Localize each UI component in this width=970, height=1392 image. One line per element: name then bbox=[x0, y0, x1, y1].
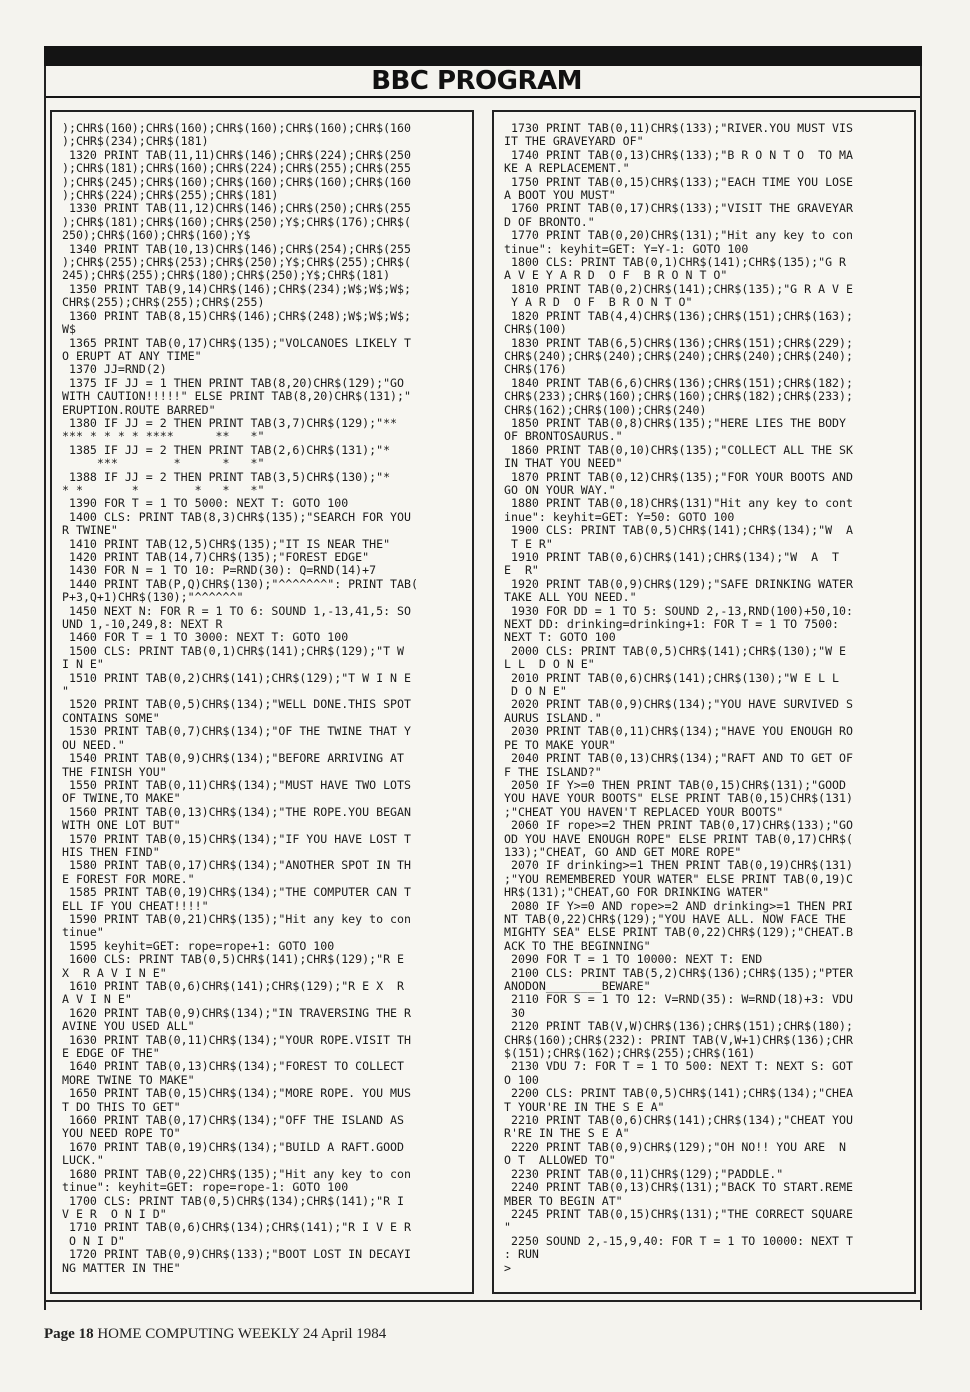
section-title: BBC PROGRAM bbox=[371, 66, 582, 96]
page-number: Page 18 bbox=[44, 1326, 94, 1342]
frame-border-left bbox=[44, 66, 46, 1310]
code-listing-left: );CHR$(160);CHR$(160);CHR$(160);CHR$(160);CHR$(160 );CHR$(234);CHR$(181) 1320 PRINT TAB(11,11)CHR$(146);CHR$(224);CHR$(250 );CHR$(181);CHR$(160);CHR$(224);CHR$(255);CHR$(255 );CHR$(245);CHR$(160);CHR$(160);CHR$(160);CHR$(160 );CHR$(224);CHR$(255);CHR$(181) 1330 PRINT TAB(11,12)CHR$(146);CHR$(250);CHR$(255 );CHR$(181);CHR$(160);CHR$(250);Y$;CHR$(176);CHR$( 250);CHR$(160);CHR$(160);Y$ 1340 PRINT TAB(10,13)CHR$(146);CHR$(254);CHR$(255 );CHR$(255);CHR$(253);CHR$(250);Y$;CHR$(255);CHR$( 245);CHR$(255);CHR$(180);CHR$(250);Y$;CHR$(181) 1350 PRINT TAB(9,14)CHR$(146);CHR$(234);W$;W$;W$; CHR$(255);CHR$(255);CHR$(255) 1360 PRINT TAB(8,15)CHR$(146);CHR$(248);W$;W$;W$; W$ 1365 PRINT TAB(0,17)CHR$(135);"VOLCANOES LIKELY T O ERUPT AT ANY TIME" 1370 JJ=RND(2) 1375 IF JJ = 1 THEN PRINT TAB(8,20)CHR$(129);"GO WITH CAUTION!!!!!" ELSE PRINT TAB(8,20)CHR$(131);" ERUPTION.ROUTE BARRED" 1380 IF JJ = 2 THEN PRINT TAB(3,7)CHR$(129);"** *** * * * * **** ** *" 1385 IF JJ = 2 THEN PRINT TAB(2,6)CHR$(131);"* *** * * *" 1388 IF JJ = 2 THEN PRINT TAB(3,5)CHR$(130);"* * * * * * *" 1390 FOR T = 1 TO 5000: NEXT T: GOTO 100 1400 CLS: PRINT TAB(8,3)CHR$(135);"SEARCH FOR YOU R TWINE" 1410 PRINT TAB(12,5)CHR$(135);"IT IS NEAR THE" 1420 PRINT TAB(14,7)CHR$(135);"FOREST EDGE" 1430 FOR N = 1 TO 10: P=RND(30): Q=RND(14)+7 1440 PRINT TAB(P,Q)CHR$(130);"^^^^^^^": PRINT TAB( P+3,Q+1)CHR$(130);"^^^^^^" 1450 NEXT N: FOR R = 1 TO 6: SOUND 1,-13,41,5: SO UND 1,-10,249,8: NEXT R 1460 FOR T = 1 TO 3000: NEXT T: GOTO 100 1500 CLS: PRINT TAB(0,1)CHR$(141);CHR$(129);"T W I N E" 1510 PRINT TAB(0,2)CHR$(141);CHR$(129);"T W I N E " 1520 PRINT TAB(0,5)CHR$(134);"WELL DONE.THIS SPOT CONTAINS SOME" 1530 PRINT TAB(0,7)CHR$(134);"OF THE TWINE THAT Y OU NEED." 1540 PRINT TAB(0,9)CHR$(134);"BEFORE ARRIVING AT THE FINISH YOU" 1550 PRINT TAB(0,11)CHR$(134);"MUST HAVE TWO LOTS OF TWINE,TO MAKE" 1560 PRINT TAB(0,13)CHR$(134);"THE ROPE.YOU BEGAN WITH ONE LOT BUT" 1570 PRINT TAB(0,15)CHR$(134);"IF YOU HAVE LOST T HIS THEN FIND" 1580 PRINT TAB(0,17)CHR$(134);"ANOTHER SPOT IN TH E FOREST FOR MORE." 1585 PRINT TAB(0,19)CHR$(134);"THE COMPUTER CAN T ELL IF YOU CHEAT!!!!" 1590 PRINT TAB(0,21)CHR$(135);"Hit any key to con tinue" 1595 keyhit=GET: rope=rope+1: GOTO 100 1600 CLS: PRINT TAB(0,5)CHR$(141);CHR$(129);"R E X R A V I N E" 1610 PRINT TAB(0,6)CHR$(141);CHR$(129);"R E X R A V I N E" 1620 PRINT TAB(0,9)CHR$(134);"IN TRAVERSING THE R AVINE YOU USED ALL" 1630 PRINT TAB(0,11)CHR$(134);"YOUR ROPE.VISIT TH E EDGE OF THE" 1640 PRINT TAB(0,13)CHR$(134);"FOREST TO COLLECT MORE TWINE TO MAKE" 1650 PRINT TAB(0,15)CHR$(134);"MORE ROPE. YOU MUS T DO THIS TO GET" 1660 PRINT TAB(0,17)CHR$(134);"OFF THE ISLAND AS YOU NEED ROPE TO" 1670 PRINT TAB(0,19)CHR$(134);"BUILD A RAFT.GOOD LUCK." 1680 PRINT TAB(0,22)CHR$(135);"Hit any key to con tinue": keyhit=GET: rope=rope-1: GOTO 100 1700 CLS: PRINT TAB(0,5)CHR$(134);CHR$(141);"R I V E R O N I D" 1710 PRINT TAB(0,6)CHR$(134);CHR$(141);"R I V E R O N I D" 1720 PRINT TAB(0,9)CHR$(133);"BOOT LOST IN DECAYI NG MATTER IN THE" bbox=[62, 121, 418, 1275]
listing-column-right bbox=[492, 110, 916, 1294]
publication-line: HOME COMPUTING WEEKLY 24 April 1984 bbox=[97, 1326, 387, 1342]
frame-border-right bbox=[920, 66, 922, 1310]
header-rule bbox=[44, 46, 922, 66]
frame-border-bottom bbox=[44, 1300, 922, 1302]
page-header bbox=[44, 66, 922, 98]
listing-column-left bbox=[50, 110, 474, 1294]
page-footer bbox=[44, 1326, 386, 1343]
code-listing-right: 1730 PRINT TAB(0,11)CHR$(133);"RIVER.YOU MUST VIS IT THE GRAVEYARD OF" 1740 PRINT TAB(0,13)CHR$(133);"B R O N T O TO MA KE A REPLACEMENT." 1750 PRINT TAB(0,15)CHR$(133);"EACH TIME YOU LOSE A BOOT YOU MUST" 1760 PRINT TAB(0,17)CHR$(133);"VISIT THE GRAVEYAR D OF BRONTO." 1770 PRINT TAB(0,20)CHR$(131);"Hit any key to con tinue": keyhit=GET: Y=Y-1: GOTO 100 1800 CLS: PRINT TAB(0,1)CHR$(141);CHR$(135);"G R A V E Y A R D O F B R O N T O" 1810 PRINT TAB(0,2)CHR$(141);CHR$(135);"G R A V E Y A R D O F B R O N T O" 1820 PRINT TAB(4,4)CHR$(136);CHR$(151);CHR$(163); CHR$(100) 1830 PRINT TAB(6,5)CHR$(136);CHR$(151);CHR$(229); CHR$(240);CHR$(240);CHR$(240);CHR$(240);CHR$(240); CHR$(176) 1840 PRINT TAB(6,6)CHR$(136);CHR$(151);CHR$(182); CHR$(233);CHR$(160);CHR$(160);CHR$(182);CHR$(233); CHR$(162);CHR$(100);CHR$(240) 1850 PRINT TAB(0,8)CHR$(135);"HERE LIES THE BODY OF BRONTOSAURUS." 1860 PRINT TAB(0,10)CHR$(135);"COLLECT ALL THE SK IN THAT YOU NEED" 1870 PRINT TAB(0,12)CHR$(135);"FOR YOUR BOOTS AND GO ON YOUR WAY." 1880 PRINT TAB(0,18)CHR$(131)"Hit any key to cont inue": keyhit=GET: Y=50: GOTO 100 1900 CLS: PRINT TAB(0,5)CHR$(141);CHR$(134);"W A T E R" 1910 PRINT TAB(0,6)CHR$(141);CHR$(134);"W A T E R" 1920 PRINT TAB(0,9)CHR$(129);"SAFE DRINKING WATER TAKE ALL YOU NEED." 1930 FOR DD = 1 TO 5: SOUND 2,-13,RND(100)+50,10: NEXT DD: drinking=drinking+1: FOR T = 1 TO 7500: NEXT T: GOTO 100 2000 CLS: PRINT TAB(0,5)CHR$(141);CHR$(130);"W E L L D O N E" 2010 PRINT TAB(0,6)CHR$(141);CHR$(130);"W E L L D O N E" 2020 PRINT TAB(0,9)CHR$(134);"YOU HAVE SURVIVED S AURUS ISLAND." 2030 PRINT TAB(0,11)CHR$(134);"HAVE YOU ENOUGH RO PE TO MAKE YOUR" 2040 PRINT TAB(0,13)CHR$(134);"RAFT AND TO GET OF F THE ISLAND?" 2050 IF Y>=0 THEN PRINT TAB(0,15)CHR$(131);"GOOD YOU HAVE YOUR BOOTS" ELSE PRINT TAB(0,15)CHR$(131) ;"CHEAT YOU HAVEN'T REPLACED YOUR BOOTS" 2060 IF rope>=2 THEN PRINT TAB(0,17)CHR$(133);"GO OD YOU HAVE ENOUGH ROPE" ELSE PRINT TAB(0,17)CHR$( 133);"CHEAT, GO AND GET MORE ROPE" 2070 IF drinking>=1 THEN PRINT TAB(0,19)CHR$(131) ;"YOU REMEMBERED YOUR WATER" ELSE PRINT TAB(0,19)C HR$(131);"CHEAT,GO FOR DRINKING WATER" 2080 IF Y>=0 AND rope>=2 AND drinking>=1 THEN PRI NT TAB(0,22)CHR$(129);"YOU HAVE ALL. NOW FACE THE MIGHTY SEA" ELSE PRINT TAB(0,22)CHR$(129);"CHEAT.B ACK TO THE BEGINNING" 2090 FOR T = 1 TO 10000: NEXT T: END 2100 CLS: PRINT TAB(5,2)CHR$(136);CHR$(135);"PTER ANODON________BEWARE" 2110 FOR S = 1 TO 12: V=RND(35): W=RND(18)+3: VDU 30 2120 PRINT TAB(V,W)CHR$(136);CHR$(151);CHR$(180); CHR$(160);CHR$(232): PRINT TAB(V,W+1)CHR$(136);CHR $(151);CHR$(162);CHR$(255);CHR$(161) 2130 VDU 7: FOR T = 1 TO 500: NEXT T: NEXT S: GOT O 100 2200 CLS: PRINT TAB(0,5)CHR$(141);CHR$(134);"CHEA T YOUR'RE IN THE S E A" 2210 PRINT TAB(0,6)CHR$(141);CHR$(134);"CHEAT YOU R'RE IN THE S E A" 2220 PRINT TAB(0,9)CHR$(129);"OH NO!! YOU ARE N O T ALLOWED TO" 2230 PRINT TAB(0,11)CHR$(129);"PADDLE." 2240 PRINT TAB(0,13)CHR$(131);"BACK TO START.REME MBER TO BEGIN AT" 2245 PRINT TAB(0,15)CHR$(131);"THE CORRECT SQUARE " 2250 SOUND 2,-15,9,40: FOR T = 1 TO 10000: NEXT T : RUN > bbox=[504, 121, 854, 1275]
